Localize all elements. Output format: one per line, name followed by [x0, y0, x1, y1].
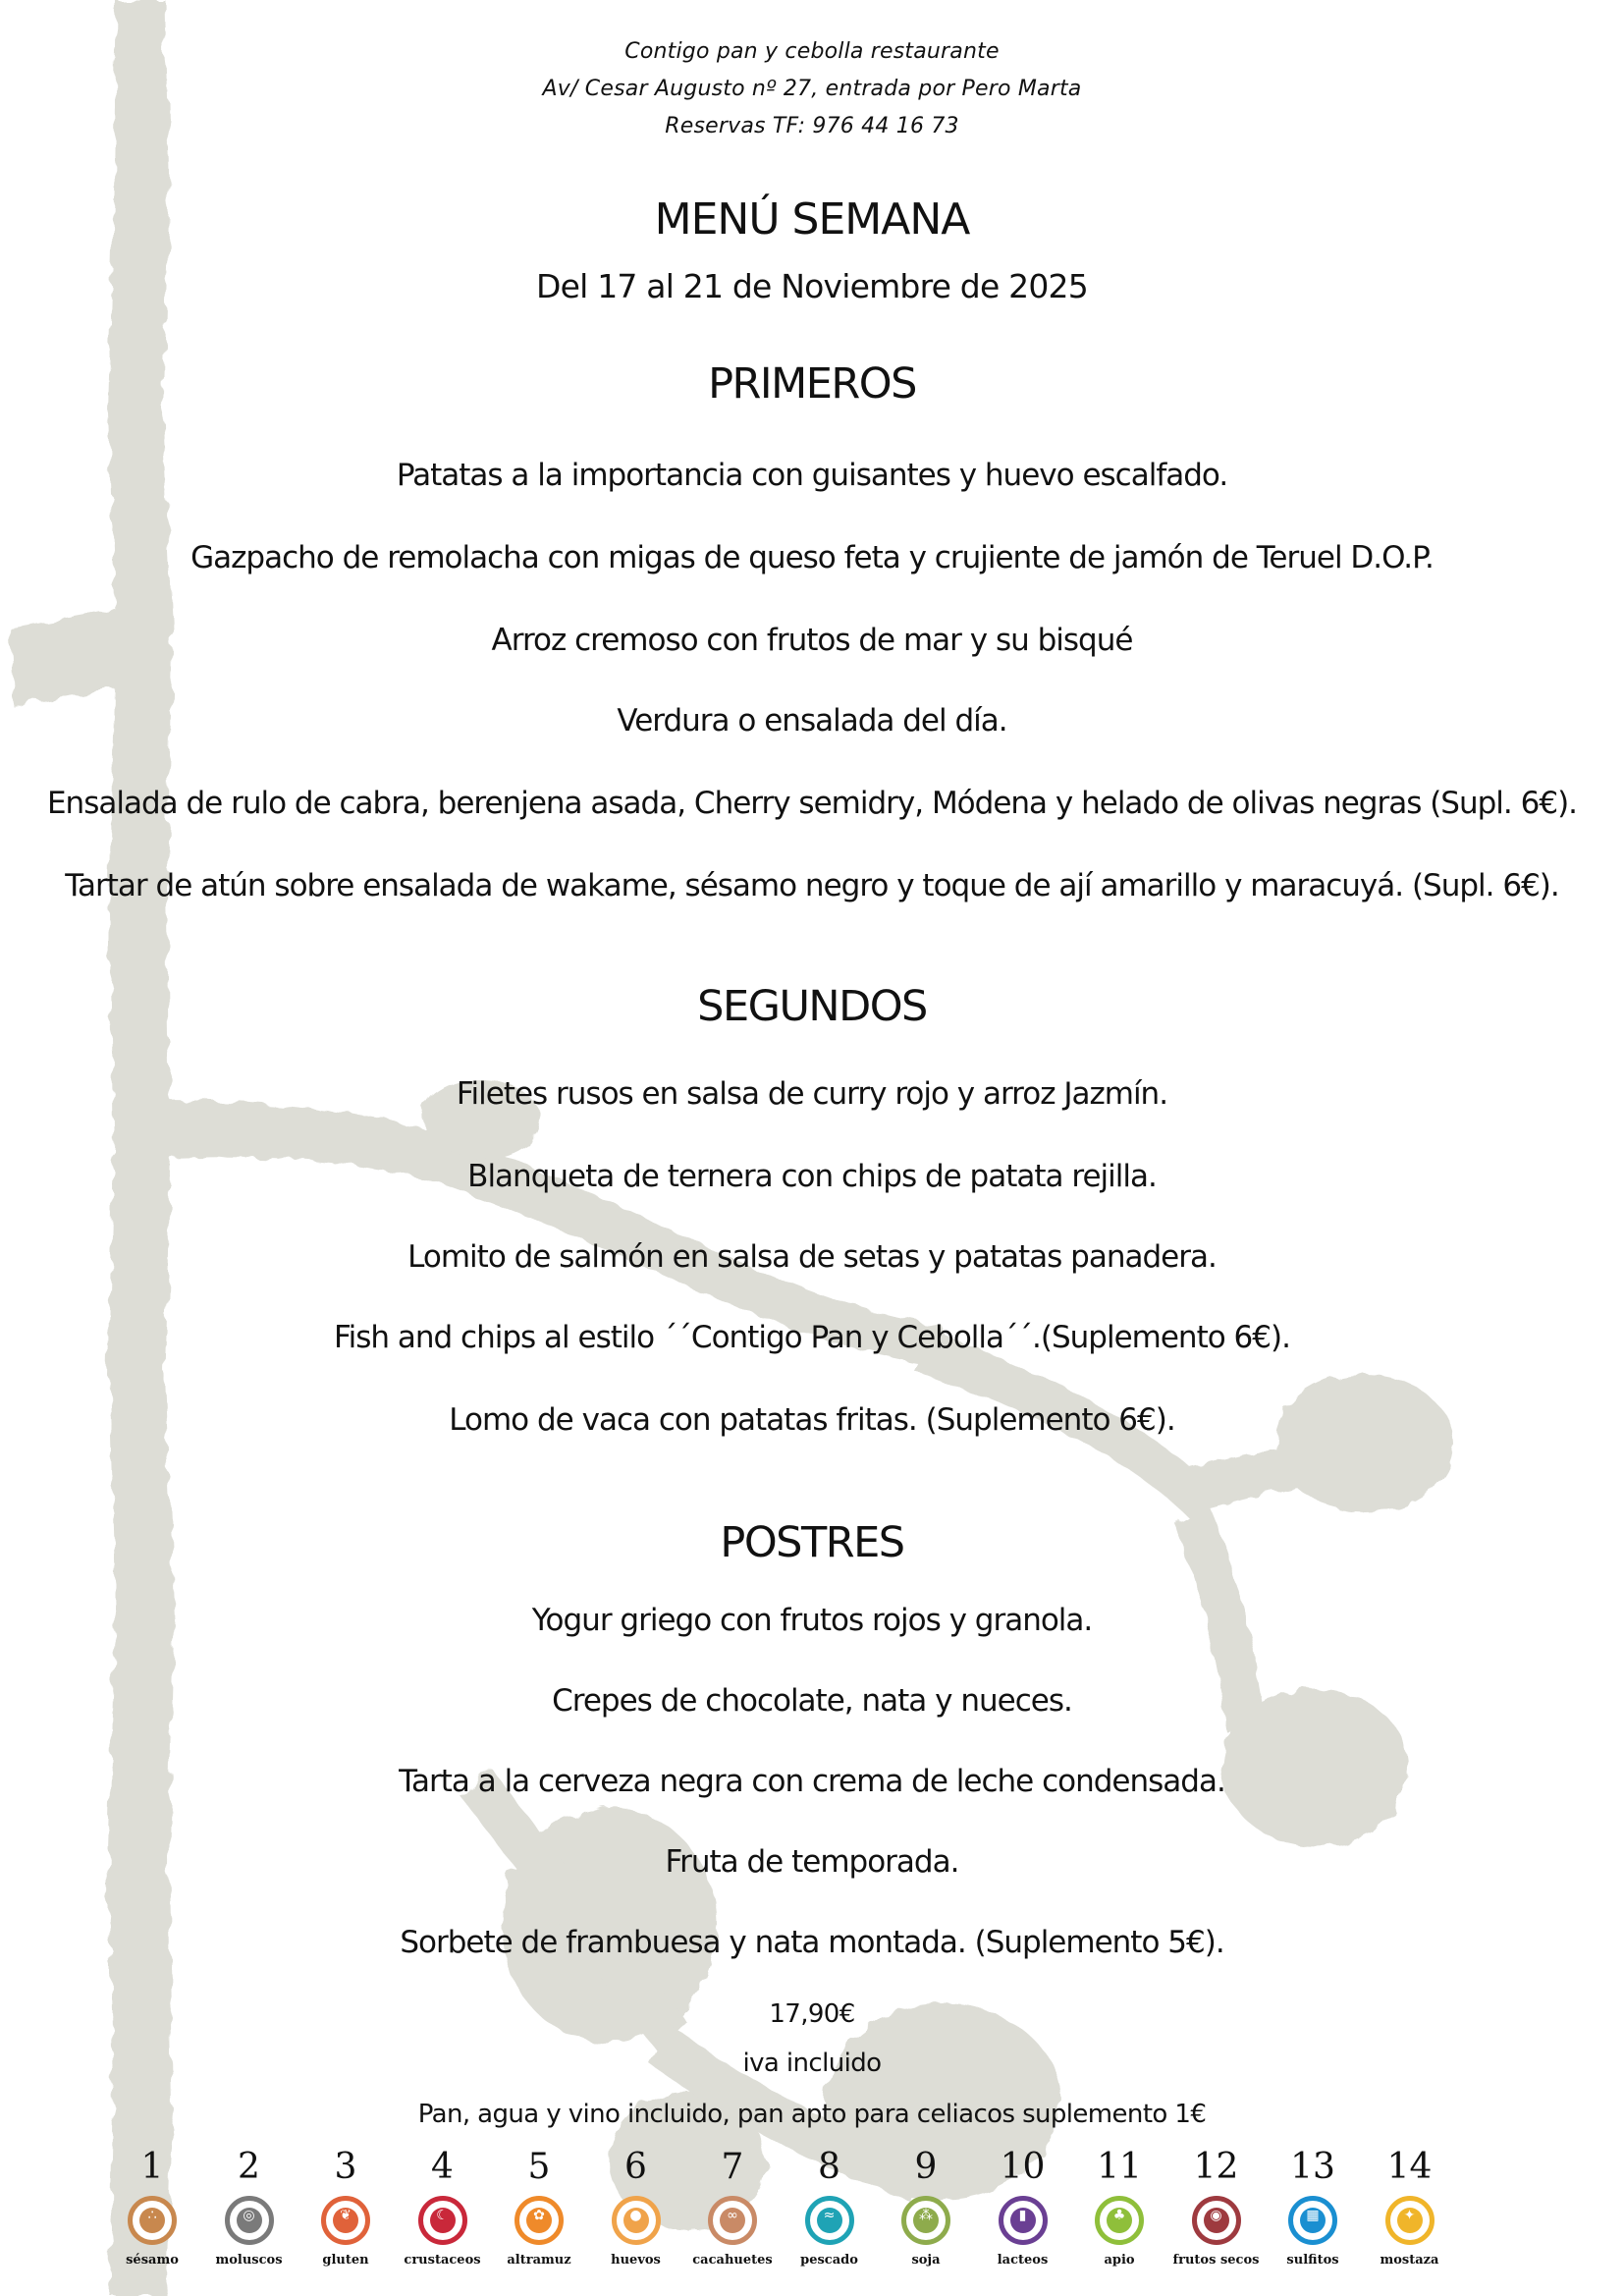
menu-dates: Del 17 al 21 de Noviembre de 2025	[536, 267, 1088, 305]
postres-item: Yogur griego con frutos rojos y granola.	[531, 1603, 1093, 1638]
segundos-item: Lomito de salmón en salsa de setas y patatas panadera.	[407, 1239, 1217, 1275]
allergen-number: 12	[1193, 2147, 1239, 2187]
peanut-icon: ∞	[708, 2196, 757, 2245]
allergen-item	[877, 2147, 975, 2268]
allergen-item	[683, 2147, 782, 2268]
allergen-number: 11	[1097, 2147, 1142, 2187]
allergen-item	[587, 2147, 685, 2268]
included-note: Pan, agua y vino incluido, pan apto para celiacos suplemento 1€	[417, 2100, 1207, 2129]
primeros-item: Arroz cremoso con frutos de mar y su bisqué	[491, 623, 1133, 658]
allergen-label: mostaza	[1380, 2253, 1439, 2268]
allergen-label: moluscos	[215, 2253, 283, 2268]
allergen-label: crustaceos	[404, 2253, 481, 2268]
primeros-item: Verdura o ensalada del día.	[617, 703, 1007, 738]
allergen-label: gluten	[322, 2253, 369, 2268]
segundos-item: Filetes rusos en salsa de curry rojo y arroz Jazmín.	[456, 1076, 1168, 1112]
allergen-number: 2	[238, 2147, 260, 2187]
allergen-label: soja	[911, 2253, 941, 2268]
crustacean-icon: ☾	[418, 2196, 467, 2245]
allergen-item	[200, 2147, 298, 2268]
allergen-item	[297, 2147, 395, 2268]
allergen-item	[490, 2147, 588, 2268]
mollusc-icon: ◎	[225, 2196, 274, 2245]
restaurant-name: Contigo pan y cebolla restaurante	[624, 39, 1000, 64]
allergen-number: 10	[1000, 2147, 1046, 2187]
postres-item: Sorbete de frambuesa y nata montada. (Suplemento 5€).	[400, 1925, 1224, 1960]
soy-icon: ⁂	[901, 2196, 950, 2245]
egg-icon: ●	[612, 2196, 661, 2245]
allergen-number: 8	[818, 2147, 840, 2187]
allergen-label: huevos	[611, 2253, 661, 2268]
page-title: MENÚ SEMANA	[654, 194, 970, 245]
allergen-item	[1070, 2147, 1168, 2268]
restaurant-address: Av/ Cesar Augusto nº 27, entrada por Pero Marta	[542, 77, 1082, 101]
primeros-item: Patatas a la importancia con guisantes y huevo escalfado.	[396, 458, 1228, 493]
allergen-label: apio	[1104, 2253, 1135, 2268]
sesame-icon: ∴	[128, 2196, 177, 2245]
mustard-icon: ✦	[1385, 2196, 1435, 2245]
allergen-label: sésamo	[126, 2253, 179, 2268]
section-primeros-heading: PRIMEROS	[708, 359, 916, 409]
allergen-number: 1	[140, 2147, 164, 2187]
allergen-label: sulfitos	[1286, 2253, 1339, 2268]
allergen-item	[1361, 2147, 1459, 2268]
postres-item: Fruta de temporada.	[665, 1844, 959, 1880]
segundos-item: Lomo de vaca con patatas fritas. (Suplemento 6€).	[449, 1402, 1175, 1438]
section-postres-heading: POSTRES	[720, 1518, 904, 1567]
primeros-item: Gazpacho de remolacha con migas de queso feta y crujiente de jamón de Teruel D.O.P.	[190, 540, 1434, 575]
fish-icon: ≈	[805, 2196, 854, 2245]
sulphites-icon: ▦	[1288, 2196, 1337, 2245]
milk-icon: ▮	[999, 2196, 1048, 2245]
allergen-number: 6	[624, 2147, 647, 2187]
price-tax-note: iva incluido	[742, 2049, 882, 2078]
postres-item: Tarta a la cerveza negra con crema de leche condensada.	[399, 1764, 1225, 1799]
lupin-icon: ✿	[514, 2196, 564, 2245]
allergen-item	[1264, 2147, 1362, 2268]
allergen-number: 14	[1386, 2147, 1433, 2187]
menu-price: 17,90€	[769, 1999, 855, 2029]
allergen-item	[394, 2147, 492, 2268]
allergen-item	[781, 2147, 879, 2268]
allergen-number: 7	[721, 2147, 744, 2187]
allergen-item	[974, 2147, 1072, 2268]
segundos-item: Fish and chips al estilo ´´Contigo Pan y Cebolla´´.(Suplemento 6€).	[334, 1320, 1290, 1355]
section-segundos-heading: SEGUNDOS	[697, 982, 927, 1031]
allergen-number: 4	[431, 2147, 454, 2187]
allergen-number: 5	[527, 2147, 551, 2187]
postres-item: Crepes de chocolate, nata y nueces.	[552, 1683, 1072, 1719]
allergen-number: 3	[334, 2147, 357, 2187]
reservation-phone: Reservas TF: 976 44 16 73	[665, 114, 959, 138]
allergen-label: lacteos	[997, 2253, 1049, 2268]
allergen-label: cacahuetes	[692, 2253, 773, 2268]
nuts-icon: ◉	[1192, 2196, 1241, 2245]
allergen-item	[103, 2147, 201, 2268]
primeros-item: Tartar de atún sobre ensalada de wakame, sésamo negro y toque de ají amarillo y maracuyá. (Supl. 6€).	[65, 868, 1559, 903]
allergen-label: frutos secos	[1172, 2253, 1260, 2268]
allergen-item	[1167, 2147, 1266, 2268]
allergen-label: altramuz	[507, 2253, 571, 2268]
segundos-item: Blanqueta de ternera con chips de patata rejilla.	[467, 1159, 1157, 1194]
allergen-number: 13	[1290, 2147, 1335, 2187]
wheat-icon: ❦	[321, 2196, 370, 2245]
primeros-item: Ensalada de rulo de cabra, berenjena asada, Cherry semidry, Módena y helado de olivas negras (Supl. 6€).	[46, 786, 1578, 821]
allergen-number: 9	[914, 2147, 938, 2187]
allergen-label: pescado	[800, 2253, 858, 2268]
celery-icon: ♣	[1095, 2196, 1144, 2245]
